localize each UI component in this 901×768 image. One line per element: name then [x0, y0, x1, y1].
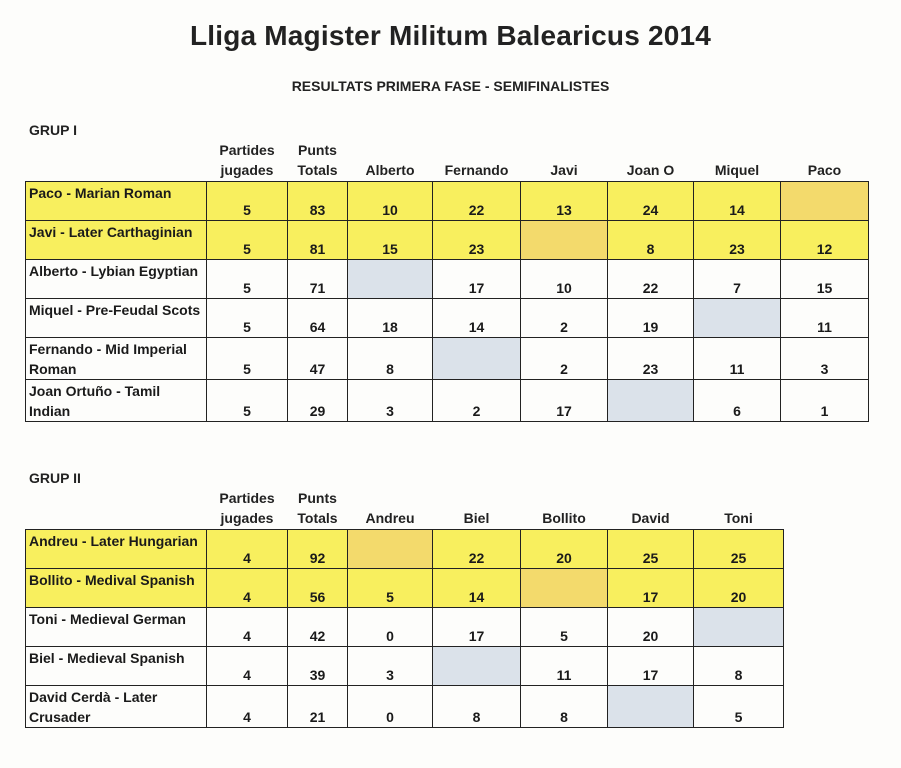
column-header: Paco — [807, 162, 842, 178]
score-cell: 17 — [608, 647, 694, 686]
player-name-cell: Toni - Medieval German — [26, 608, 207, 647]
score-cell: 8 — [608, 221, 694, 260]
games-played-cell: 5 — [207, 380, 288, 422]
score-cell: 0 — [348, 686, 433, 728]
score-cell: 23 — [694, 221, 781, 260]
score-cell: 20 — [521, 530, 608, 569]
column-header: Alberto — [365, 162, 415, 178]
self-match-cell — [348, 530, 433, 569]
player-name-cell: Fernando - Mid Imperial Roman — [26, 338, 207, 380]
player-name-cell: Paco - Marian Roman — [26, 182, 207, 221]
player-name-cell: Andreu - Later Hungarian — [26, 530, 207, 569]
score-cell: 12 — [781, 221, 869, 260]
table-row — [26, 299, 869, 338]
score-cell: 22 — [608, 260, 694, 299]
group-1-table — [25, 138, 869, 422]
score-cell: 8 — [521, 686, 608, 728]
score-cell: 18 — [348, 299, 433, 338]
games-played-cell: 4 — [207, 647, 288, 686]
score-cell: 14 — [433, 299, 521, 338]
score-cell: 24 — [608, 182, 694, 221]
self-match-cell — [694, 299, 781, 338]
score-cell: 11 — [781, 299, 869, 338]
total-points-cell: 81 — [288, 221, 348, 260]
total-points-cell: 56 — [288, 569, 348, 608]
score-cell: 13 — [521, 182, 608, 221]
page-subtitle: RESULTATS PRIMERA FASE - SEMIFINALISTES — [291, 78, 610, 94]
player-name-cell: Alberto - Lybian Egyptian — [26, 260, 207, 299]
self-match-cell — [694, 608, 784, 647]
games-played-cell: 4 — [207, 530, 288, 569]
score-cell: 5 — [348, 569, 433, 608]
games-played-cell: 4 — [207, 608, 288, 647]
games-played-cell: 5 — [207, 182, 288, 221]
column-header: Joan O — [626, 162, 675, 178]
player-name-cell: Biel - Medieval Spanish — [26, 647, 207, 686]
header-blank — [26, 138, 207, 182]
self-match-cell — [433, 647, 521, 686]
games-played-cell: 5 — [207, 299, 288, 338]
table-row — [26, 608, 784, 647]
self-match-cell — [608, 380, 694, 422]
score-cell: 20 — [608, 608, 694, 647]
table-row — [26, 686, 784, 728]
header-row — [26, 138, 869, 182]
score-cell: 23 — [608, 338, 694, 380]
total-points-cell: 39 — [288, 647, 348, 686]
self-match-cell — [781, 182, 869, 221]
score-cell: 8 — [694, 647, 784, 686]
column-header: Andreu — [365, 510, 415, 526]
table-row — [26, 530, 784, 569]
score-cell: 11 — [521, 647, 608, 686]
score-cell: 17 — [433, 608, 521, 647]
column-header: Punts Totals — [297, 490, 338, 526]
column-header: Bollito — [542, 510, 586, 526]
total-points-cell: 92 — [288, 530, 348, 569]
score-cell: 25 — [694, 530, 784, 569]
score-cell: 1 — [781, 380, 869, 422]
self-match-cell — [608, 686, 694, 728]
score-cell: 8 — [348, 338, 433, 380]
column-header: Miquel — [714, 162, 760, 178]
group-1-label: GRUP I — [29, 122, 77, 138]
table-row — [26, 569, 784, 608]
score-cell: 15 — [348, 221, 433, 260]
score-cell: 20 — [694, 569, 784, 608]
table-row — [26, 182, 869, 221]
column-header: Biel — [463, 510, 490, 526]
score-cell: 17 — [608, 569, 694, 608]
player-name-cell: Javi - Later Carthaginian — [26, 221, 207, 260]
column-header: Javi — [550, 162, 578, 178]
group-2-table — [25, 486, 784, 728]
player-name-cell: Miquel - Pre-Feudal Scots — [26, 299, 207, 338]
self-match-cell — [348, 260, 433, 299]
player-name-cell: Joan Ortuño - Tamil Indian — [26, 380, 207, 422]
score-cell: 19 — [608, 299, 694, 338]
score-cell: 6 — [694, 380, 781, 422]
header-row — [26, 486, 784, 530]
score-cell: 7 — [694, 260, 781, 299]
table-row — [26, 338, 869, 380]
self-match-cell — [433, 338, 521, 380]
games-played-cell: 5 — [207, 260, 288, 299]
score-cell: 8 — [433, 686, 521, 728]
self-match-cell — [521, 221, 608, 260]
header-blank — [26, 486, 207, 530]
score-cell: 23 — [433, 221, 521, 260]
score-cell: 3 — [781, 338, 869, 380]
column-header: Partides jugades — [219, 142, 275, 178]
total-points-cell: 71 — [288, 260, 348, 299]
score-cell: 2 — [521, 299, 608, 338]
score-cell: 11 — [694, 338, 781, 380]
self-match-cell — [521, 569, 608, 608]
score-cell: 2 — [521, 338, 608, 380]
score-cell: 10 — [521, 260, 608, 299]
total-points-cell: 47 — [288, 338, 348, 380]
score-cell: 14 — [694, 182, 781, 221]
total-points-cell: 64 — [288, 299, 348, 338]
column-header: Punts Totals — [297, 142, 338, 178]
page-title: Lliga Magister Militum Balearicus 2014 — [189, 20, 712, 51]
total-points-cell: 29 — [288, 380, 348, 422]
score-cell: 17 — [433, 260, 521, 299]
score-cell: 14 — [433, 569, 521, 608]
player-name-cell: David Cerdà - Later Crusader — [26, 686, 207, 728]
score-cell: 3 — [348, 647, 433, 686]
table-row — [26, 221, 869, 260]
score-cell: 17 — [521, 380, 608, 422]
score-cell: 3 — [348, 380, 433, 422]
score-cell: 5 — [521, 608, 608, 647]
table-row — [26, 260, 869, 299]
total-points-cell: 21 — [288, 686, 348, 728]
score-cell: 15 — [781, 260, 869, 299]
games-played-cell: 4 — [207, 686, 288, 728]
score-cell: 22 — [433, 182, 521, 221]
score-cell: 25 — [608, 530, 694, 569]
score-cell: 5 — [694, 686, 784, 728]
table-row — [26, 380, 869, 422]
column-header: David — [631, 510, 670, 526]
total-points-cell: 42 — [288, 608, 348, 647]
column-header: Partides jugades — [219, 490, 275, 526]
score-cell: 0 — [348, 608, 433, 647]
score-cell: 22 — [433, 530, 521, 569]
games-played-cell: 5 — [207, 338, 288, 380]
player-name-cell: Bollito - Medival Spanish — [26, 569, 207, 608]
column-header: Toni — [724, 510, 753, 526]
games-played-cell: 5 — [207, 221, 288, 260]
games-played-cell: 4 — [207, 569, 288, 608]
score-cell: 10 — [348, 182, 433, 221]
score-cell: 2 — [433, 380, 521, 422]
total-points-cell: 83 — [288, 182, 348, 221]
group-2-label: GRUP II — [29, 470, 81, 486]
table-row — [26, 647, 784, 686]
column-header: Fernando — [444, 162, 509, 178]
